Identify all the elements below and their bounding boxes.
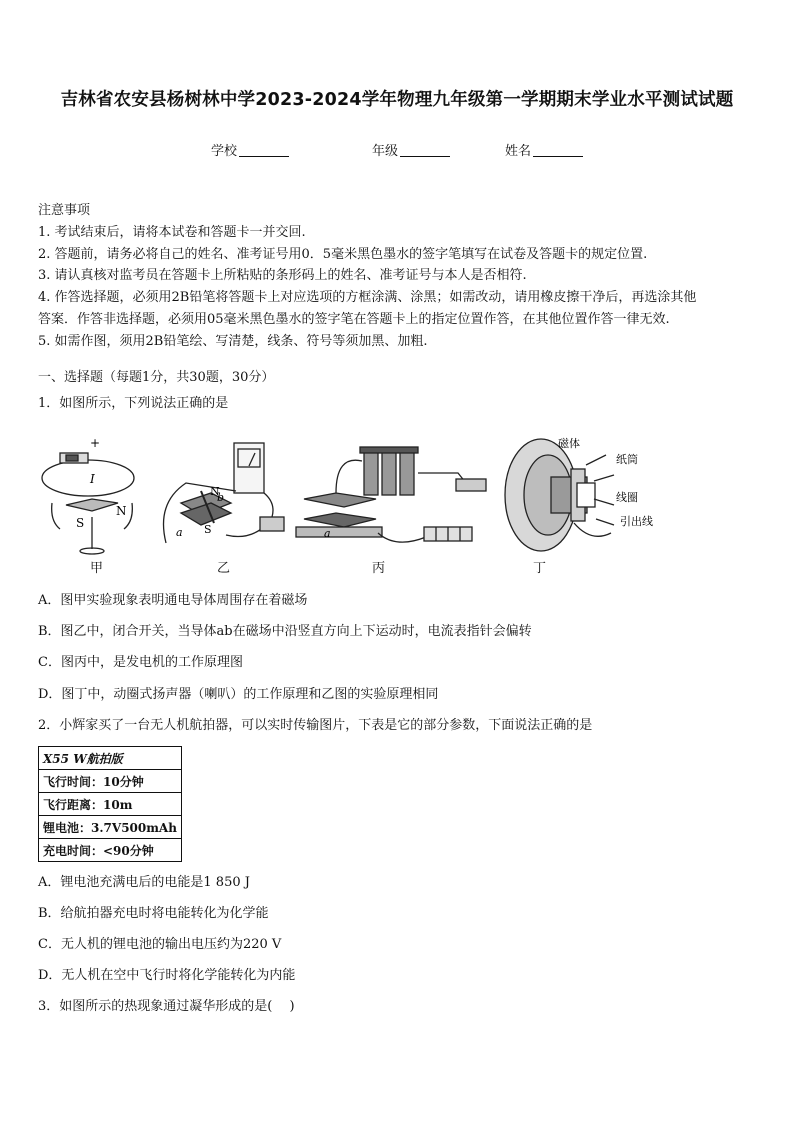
- notice-section: [38, 200, 696, 353]
- grade-blank: [400, 144, 450, 157]
- name-field: [505, 140, 583, 159]
- question-1-figure: [36, 433, 766, 573]
- name-blank: [533, 144, 583, 157]
- figure-ding-magnet: 磁体: [558, 437, 580, 450]
- figure-ding: [505, 439, 614, 551]
- name-label: 姓名: [505, 144, 532, 159]
- notice-item: 3. 请认真核对监考员在答题卡上所粘贴的条形码上的姓名、准考证号与本人是否相符.: [38, 268, 527, 284]
- grade-label: 年级: [372, 144, 399, 159]
- notice-item: 5. 如需作图，须用2B铅笔绘、写清楚，线条、符号等须加黑、加粗.: [38, 333, 428, 349]
- figure-yi-a: a: [176, 526, 183, 539]
- section-heading: 一、选择题（每题1分，共30题，30分）: [38, 370, 275, 385]
- experiment-diagrams: [36, 433, 766, 573]
- figure-yi-b: b: [217, 491, 225, 504]
- figure-label-yi: 乙: [217, 561, 231, 576]
- figure-yi-s: S: [204, 523, 212, 536]
- figure-yi-n: N: [210, 485, 220, 498]
- question-2-option-b: B．给航拍器充电时将电能转化为化学能: [38, 906, 269, 921]
- figure-ding-coil: 线圈: [616, 491, 638, 504]
- question-2-option-d: D．无人机在空中飞行时将化学能转化为内能: [38, 968, 296, 983]
- notice-item: 2. 答题前，请务必将自己的姓名、准考证号用0．5毫米黑色墨水的签字笔填写在试卷及答题卡的规定位置.: [38, 246, 648, 262]
- question-1-stem: 1．如图所示，下列说法正确的是: [38, 396, 229, 411]
- school-label: 学校: [211, 144, 238, 159]
- table-row: [39, 770, 182, 793]
- question-1-option-b: B．图乙中，闭合开关，当导体ab在磁场中沿竖直方向上下运动时，电流表指针会偏转: [38, 624, 532, 639]
- page-title: 吉林省农安县杨树林中学2023-2024学年物理九年级第一学期期末学业水平测试试题: [60, 90, 734, 110]
- figure-label-jia: 甲: [90, 561, 104, 576]
- question-3-stem: 3．如图所示的热现象通过凝华形成的是( ): [38, 999, 295, 1014]
- figure-ding-paper-cone: 纸筒: [616, 453, 638, 466]
- table-cell: 飞行距离：10m: [39, 793, 182, 816]
- question-1-option-c: C．图丙中，是发电机的工作原理图: [38, 655, 243, 670]
- drone-spec-table: [38, 746, 182, 862]
- grade-field: [372, 140, 450, 159]
- school-blank: [239, 144, 289, 157]
- table-cell: X55 W航拍版: [39, 747, 182, 770]
- notice-item: 4. 作答选择题，必须用2B铅笔将答题卡上对应选项的方框涂满、涂黑；如需改动，请用橡皮擦干净后，再选涂其他: [38, 290, 697, 306]
- figure-ding-leads: 引出线: [620, 515, 653, 528]
- question-2-option-a: A．锂电池充满电后的电能是1 850 J: [38, 875, 250, 890]
- school-field: [211, 140, 289, 159]
- figure-bing-a: a: [324, 527, 331, 540]
- table-row: [39, 747, 182, 770]
- question-1-option-d: D．图丁中，动圈式扬声器（喇叭）的工作原理和乙图的实验原理相同: [38, 687, 439, 702]
- question-2-option-c: C．无人机的锂电池的输出电压约为220 V: [38, 937, 282, 952]
- figure-jia-n: N: [116, 504, 127, 518]
- table-cell: 充电时间：<90分钟: [39, 839, 182, 862]
- table-row: [39, 793, 182, 816]
- notice-item: 答案．作答非选择题，必须用05毫米黑色墨水的签字笔在答题卡上的指定位置作答，在其他位置作答一律无效.: [38, 311, 670, 327]
- figure-label-ding: 丁: [533, 561, 547, 576]
- figure-jia-s: S: [76, 516, 85, 530]
- table-cell: 锂电池：3.7V500mAh: [39, 816, 182, 839]
- notice-item: 1. 考试结束后，请将本试卷和答题卡一并交回.: [38, 224, 306, 240]
- figure-jia-current: I: [90, 472, 95, 486]
- question-1-option-a: A．图甲实验现象表明通电导体周围存在着磁场: [38, 593, 308, 608]
- figure-jia-plus: +: [90, 436, 101, 450]
- question-2-stem: 2．小辉家买了一台无人机航拍器，可以实时传输图片，下表是它的部分参数，下面说法正确的是: [38, 718, 593, 733]
- table-cell: 飞行时间：10分钟: [39, 770, 182, 793]
- table-row: [39, 839, 182, 862]
- figure-label-bing: 丙: [372, 561, 386, 576]
- notice-heading: 注意事项: [38, 203, 91, 218]
- table-row: [39, 816, 182, 839]
